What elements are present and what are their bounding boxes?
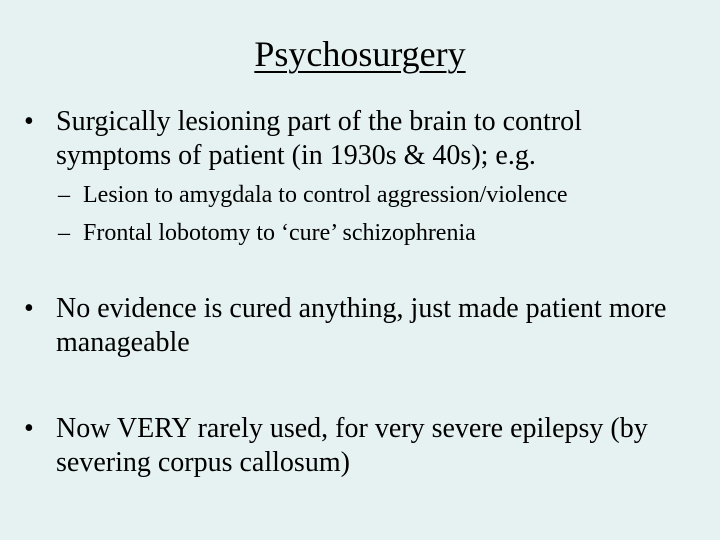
bullet-text: Surgically lesioning part of the brain to control symptoms of patient (in 1930s & 40s); e.g. <box>56 106 582 171</box>
dash-marker: – <box>58 182 70 208</box>
bullet-marker: • <box>24 106 34 137</box>
sub-bullet-text: Lesion to amygdala to control aggression/violence <box>83 182 568 208</box>
bullet-text: Now VERY rarely used, for very severe epilepsy (by severing corpus callosum) <box>56 413 648 478</box>
bullet-marker: • <box>24 293 34 324</box>
dash-marker: – <box>58 220 70 246</box>
sub-bullet-item-1 <box>58 176 708 214</box>
bullet-item-1 <box>24 105 704 173</box>
sub-bullet-text: Frontal lobotomy to ‘cure’ schizophrenia <box>83 220 476 246</box>
bullet-text: No evidence is cured anything, just made patient more manageable <box>56 293 667 358</box>
sub-bullet-item-2 <box>58 214 708 252</box>
bullet-marker: • <box>24 413 34 444</box>
bullet-item-3 <box>24 412 704 480</box>
slide-title: Psychosurgery <box>254 34 466 74</box>
bullet-item-2 <box>24 292 704 360</box>
